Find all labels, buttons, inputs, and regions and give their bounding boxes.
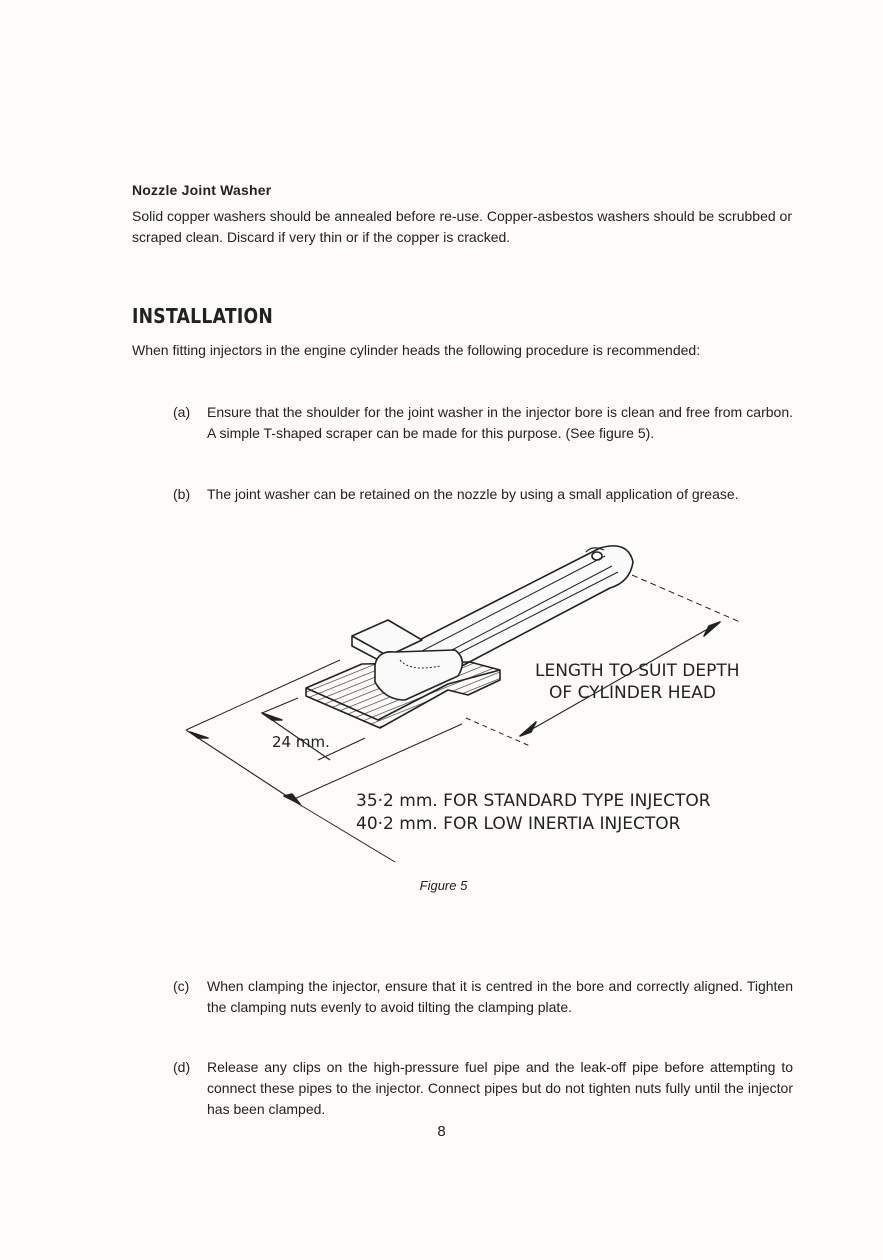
list-item-label: (c) [173,978,190,994]
list-item-label: (a) [173,404,191,420]
installation-heading: INSTALLATION [132,304,274,328]
figure-caption: Figure 5 [419,878,468,893]
list-item-text: When clamping the injector, ensure that it is centred in the bore and correctly aligned. Tighten the clamping nuts evenly to avoid tilting the clamping plate. [207,978,793,1015]
list-item-text: The joint washer can be retained on the nozzle by using a small application of grease. [207,486,739,502]
page-number: 8 [437,1123,446,1140]
list-item-text: Ensure that the shoulder for the joint washer in the injector bore is clean and free from carbon. A simple T-shaped scraper can be made for this purpose. (See figure 5). [207,404,793,441]
list-item-label: (d) [173,1059,191,1075]
list-item-label: (b) [173,486,191,502]
dim-standard-label: 35·2 mm. FOR STANDARD TYPE INJECTOR [356,791,711,811]
installation-intro: When fitting injectors in the engine cylinder heads the following procedure is recommended: [132,342,701,358]
washer-paragraph: Solid copper washers should be annealed before re-use. Copper-asbestos washers should be scrubbed or scraped clean. Discard if very thin or if the copper is cracked. [132,208,792,245]
list-item-d [173,1057,793,1120]
length-label-line1: LENGTH TO SUIT DEPTH [535,661,740,681]
washer-subheading: Nozzle Joint Washer [132,182,272,198]
width-label: 24 mm. [272,733,330,751]
list-item-text: Release any clips on the high-pressure fuel pipe and the leak-off pipe before attempting to connect these pipes to the injector. Connect pipes but do not tighten nuts fully until the injector has been clamped. [207,1059,793,1117]
length-label-line2: OF CYLINDER HEAD [549,683,717,703]
dim-low-inertia-label: 40·2 mm. FOR LOW INERTIA INJECTOR [356,814,681,834]
list-item-c [173,976,793,1018]
